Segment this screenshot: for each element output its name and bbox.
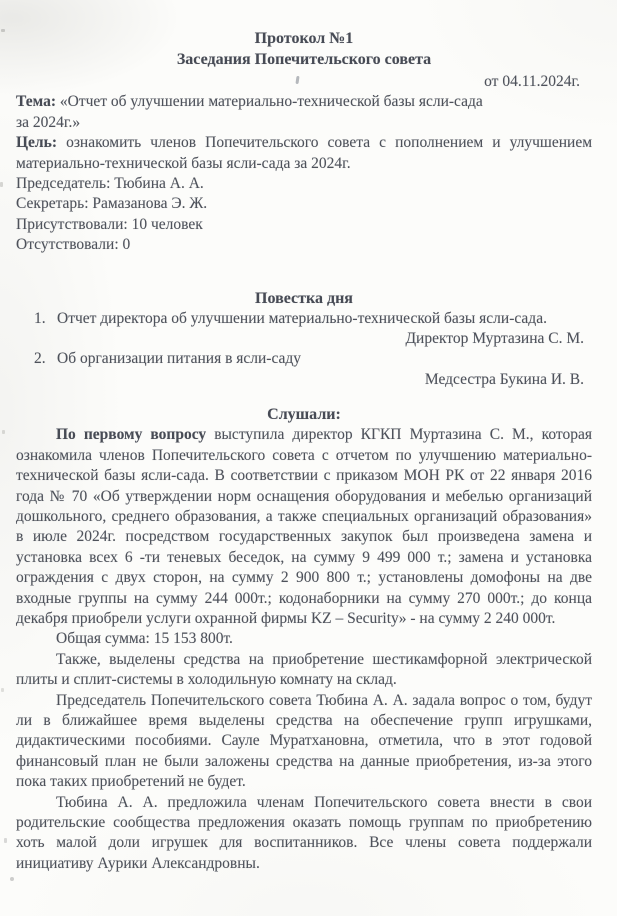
agenda-item-1-speaker: Директор Муртазина С. М.: [405, 330, 584, 348]
theme-label: Тема:: [16, 93, 56, 111]
listened-paragraph-1: [16, 425, 592, 629]
absent-line: Отсутствовали: 0: [16, 236, 131, 254]
total-sum-line: Общая сумма: 15 153 800т.: [56, 630, 233, 648]
listened-paragraph-2: Также, выделены средства на приобретение шестикамфорной электрической плиты и сплит-системы в холодильную комнату на склад.: [16, 650, 592, 689]
scan-artifact: [10, 877, 14, 881]
goal-text: ознакомить членов Попечительского совета с пополнением и улучшением материально-технической базы ясли-сада за 2024г.: [16, 134, 593, 172]
listened-paragraph-4: Тюбина А. А. предложила членам Попечительского совета внести в свои родительские сообщества предложения оказать помощь группам по приобретению хоть малой доли игрушек для воспитанников. Все члены совета поддержали инициативу Аурики Александровны.: [16, 793, 592, 872]
listened-paragraph-1-lead: По первому вопросу: [56, 426, 207, 444]
doc-title-line2: Заседания Попечительского совета: [176, 51, 432, 68]
goal-label: Цель:: [16, 134, 57, 152]
agenda-item-2-number: 2.: [34, 350, 46, 368]
agenda-item-2-speaker: Медсестра Букина И. В.: [424, 370, 584, 388]
goal-paragraph: [16, 133, 592, 174]
listened-paragraph-1-rest: выступила директор КГКП Муртазина С. М., которая ознакомила членов Попечительского совета с отчетом по улучшению материально-технической базы ясли-сада. В соответствии с приказом МОН РК от 22 января 2016 года № 70 «Об утверждении норм оснащения оборудования и мебелью организаций дошкольного, среднего образования, а также специальных организаций образования» в июле 2024г. посредством государственных закупок был произведена замена и установка всех 6 -ти теневых беседок, на сумму 9 499 000 т.; замена и установка ограждения с двух сторон, на сумму 2 900 800 т.; установлены домофоны на две входные группы на сумму 244 000т.; кодонаборники на сумму 270 000т.; до конца декабря приобрели услуги охранной фирмы KZ – Security» - на сумму 2 240 000т.: [16, 426, 592, 627]
agenda-item-1: [16, 309, 592, 329]
agenda-item-2: [16, 349, 592, 369]
theme-text: «Отчет об улучшении материально-технической базы ясли-сада: [59, 93, 483, 111]
secretary-line: Секретарь: Рамазанова Э. Ж.: [16, 195, 208, 213]
chairman-line: Председатель: Тюбина А. А.: [16, 175, 204, 193]
theme-line2: за 2024г.»: [16, 113, 81, 131]
scan-artifact: [0, 182, 3, 187]
agenda-heading: Повестка дня: [255, 289, 353, 307]
document-content: [16, 28, 592, 874]
doc-date: от 04.11.2024г.: [484, 73, 580, 90]
agenda-item-1-text: Отчет директора об улучшении материально-технической базы ясли-сада.: [57, 309, 547, 327]
scan-artifact: [1, 29, 5, 32]
listened-heading: Слушали:: [267, 406, 341, 424]
theme-line1: [16, 92, 592, 112]
attended-line: Присутствовали: 10 человек: [16, 215, 203, 233]
scan-artifact: [1, 688, 4, 692]
agenda-item-2-text: Об организации питания в ясли-саду: [57, 350, 302, 368]
scan-artifact: [4, 838, 7, 843]
listened-paragraph-3: Председатель Попечительского совета Тюбина А. А. задала вопрос о том, будут ли в ближайшее время выделены средства на обеспечение групп игрушками, дидактическими пособиями. Сауле Муратхановна, отметила, что в этот годовой финансовый план не были заложены средства на данные приобретения, из-за этого пока таких приобретений не будет.: [16, 691, 592, 791]
doc-title-line1: Протокол №1: [254, 30, 354, 47]
scan-artifact: [2, 430, 5, 434]
agenda-item-1-number: 1.: [34, 309, 46, 327]
